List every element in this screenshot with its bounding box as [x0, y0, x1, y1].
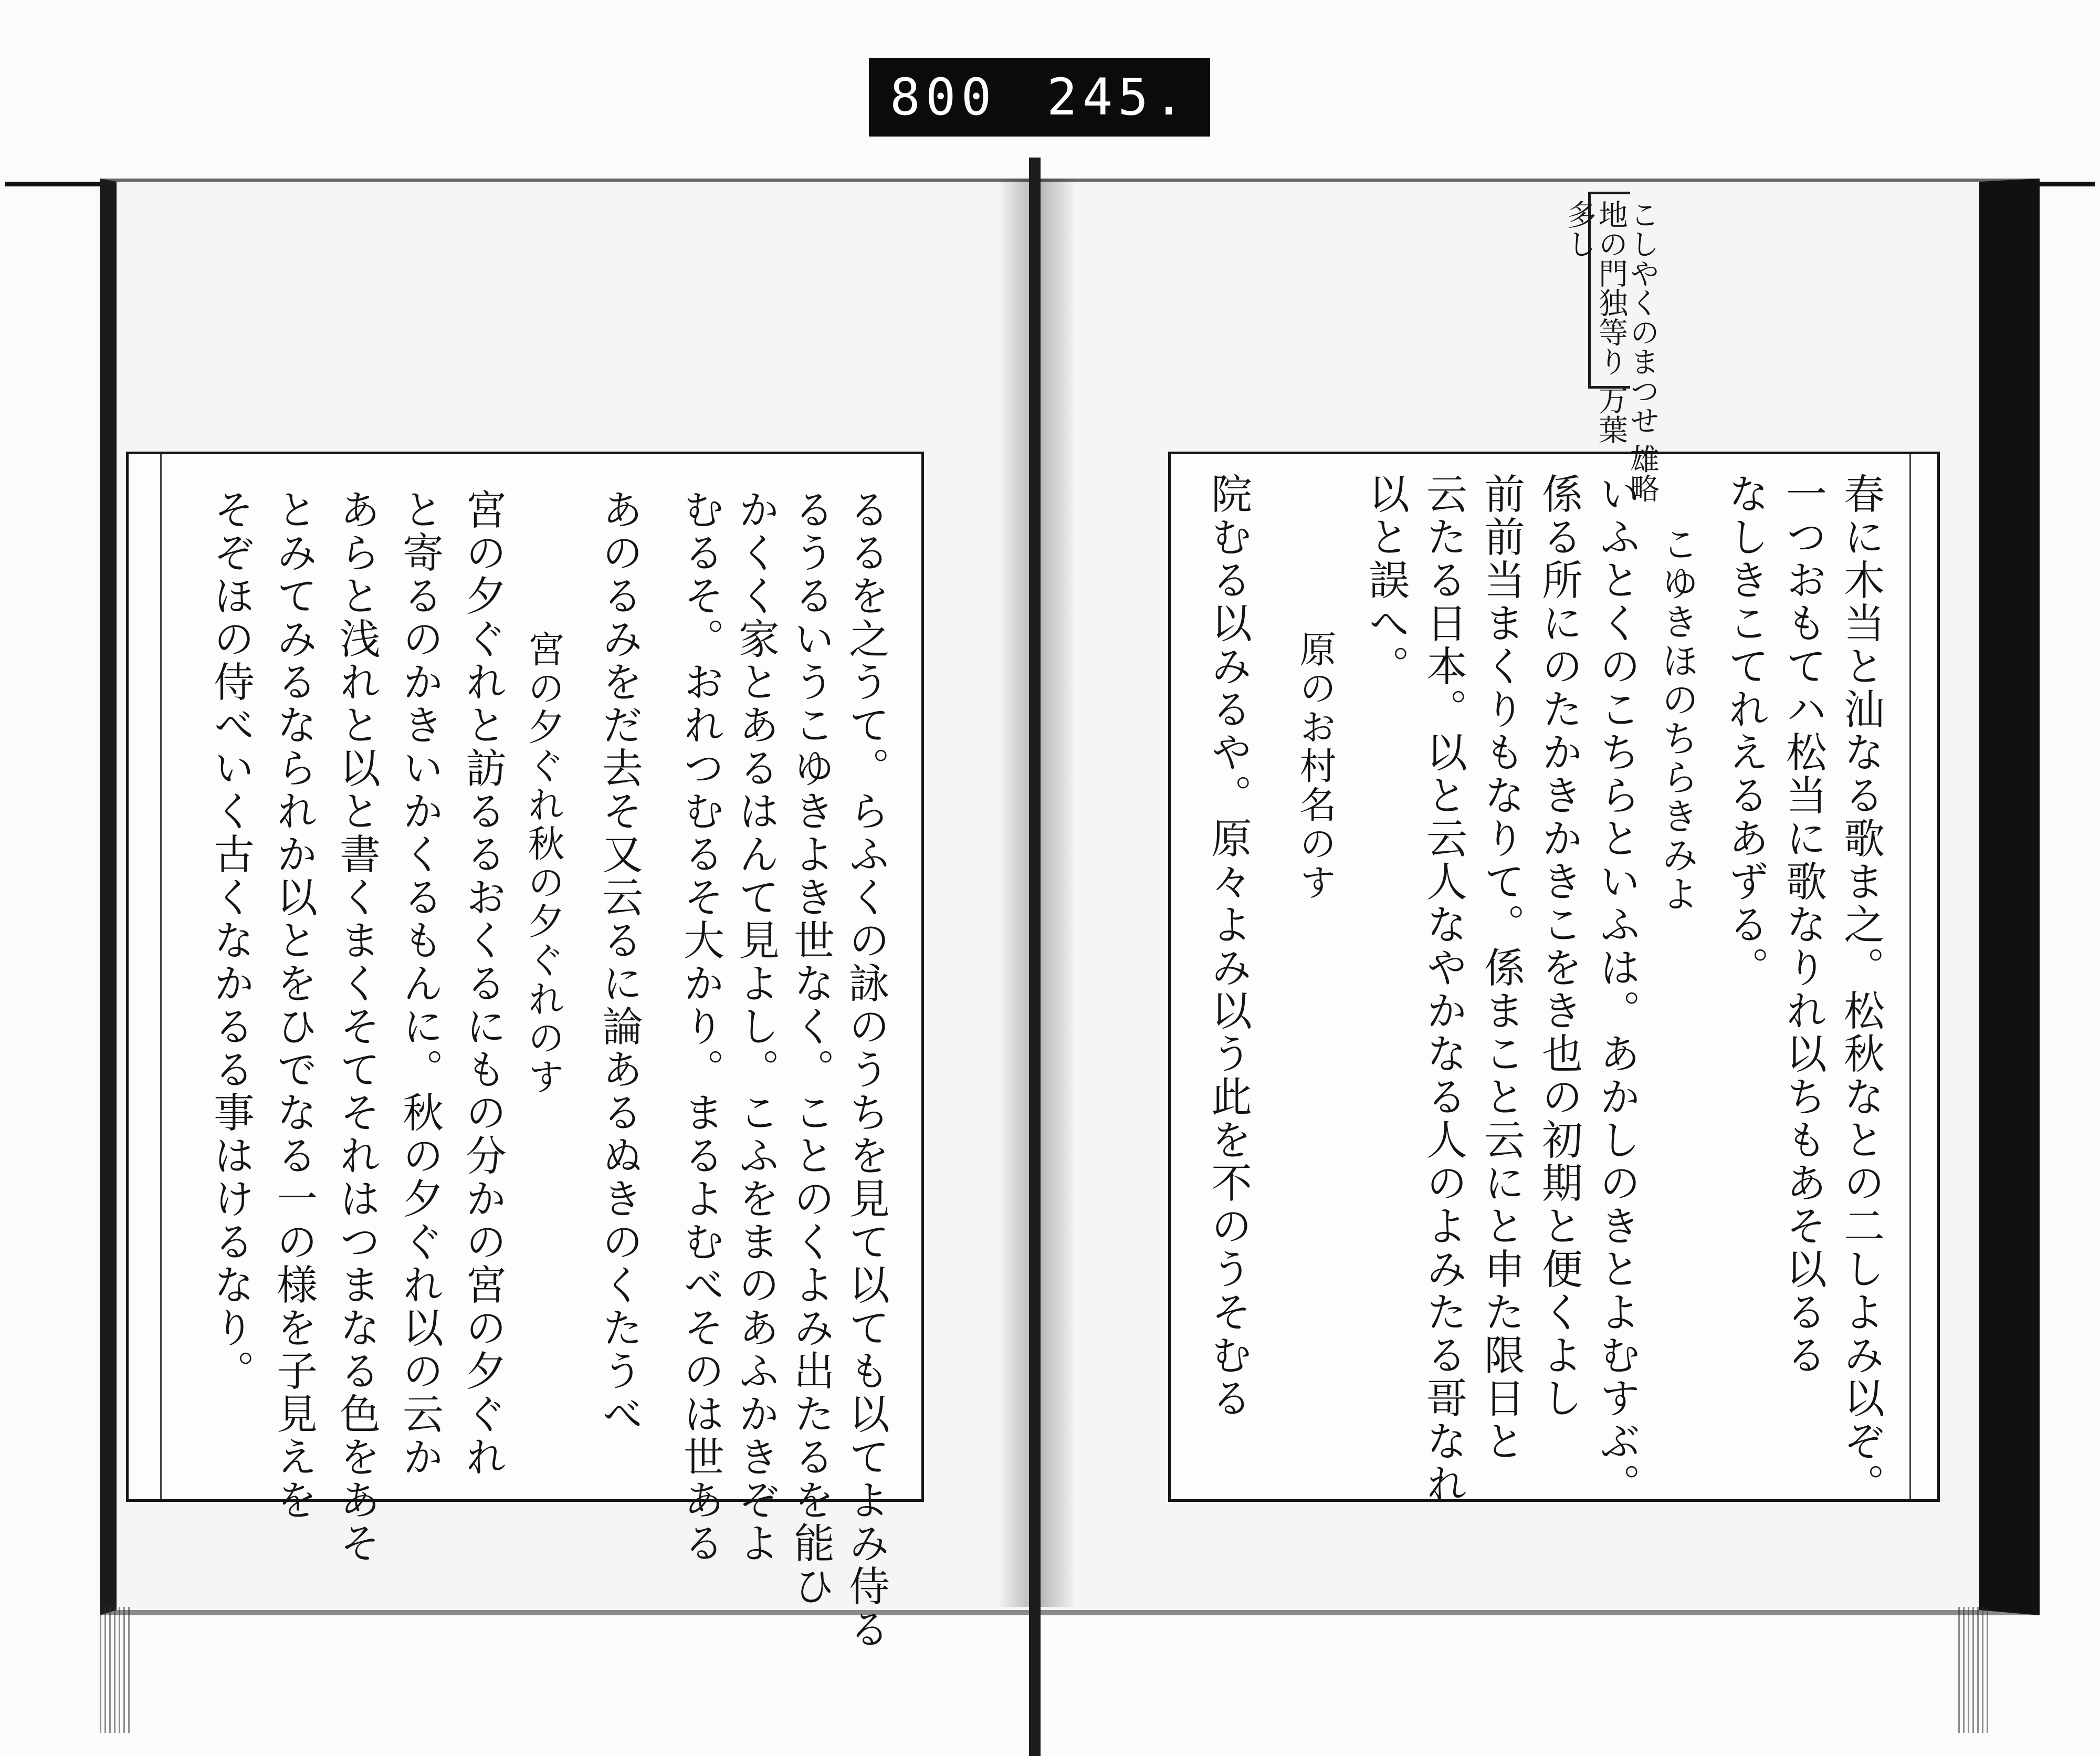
- left-heading-column: 宮の夕ぐれ秋の夕ぐれのす: [522, 630, 565, 1096]
- frame-number-left: 800: [890, 68, 997, 127]
- right-heading-column: こゆきほのちらきみよ: [1656, 525, 1699, 914]
- left-text-column: あのるみをだ去そ又云るに論あるぬきのくたうべ: [595, 488, 643, 1436]
- left-text-column: るうるいうこゆきよき世なく。ことのくよみ出たるを能ひ: [787, 488, 834, 1608]
- frame-inner-rule: [160, 454, 162, 1499]
- header-note-line-3: 多し: [1562, 200, 1597, 258]
- right-text-column: なしきこてれえるあずる。: [1721, 473, 1769, 989]
- page-edge-right: [1958, 1607, 1990, 1733]
- left-text-column: るるを之うて。らふくの詠のうちを見て以ても以てよみ侍る: [842, 488, 889, 1651]
- right-text-column: 院むる以みるや。原々よみ以う此を不のうそむる: [1204, 473, 1252, 1420]
- right-text-column: 前前当まくりもなりて。係まこと云にと申た限日と: [1477, 473, 1525, 1463]
- book-spine: [1029, 158, 1041, 1756]
- left-text-column: そぞほの侍べいく古くなかるる事はけるなり。: [207, 488, 254, 1393]
- left-text-column: あらと浅れと以と書くまくそてそれはつまなる色をあそ: [333, 488, 380, 1565]
- left-text-column: とみてみるなられか以とをひでなる一の様を子見えを: [270, 488, 317, 1522]
- left-text-column: かくく家とあるはんて見よし。こふをまのあふかきぞよ: [732, 488, 779, 1565]
- header-note-line-1: こしやくのまつせ 雄略: [1625, 200, 1660, 503]
- header-note-line-2: 地の門独等り 万葉: [1594, 200, 1628, 444]
- right-text-column: 春に木当と汕なる歌ま之。松秋なとの二しよみ以ぞ。: [1837, 473, 1884, 1506]
- frame-number-tag: [869, 58, 1210, 137]
- left-text-column: むるそ。おれつむるそ大かり。まるよむべそのは世ある: [677, 488, 724, 1565]
- left-text-column: と寄るのかきいかくるもんに。秋の夕ぐれ以の云か: [396, 488, 443, 1479]
- right-text-column: 以と誤へ。: [1362, 473, 1409, 688]
- frame-inner-rule: [1909, 454, 1911, 1499]
- right-heading-column: 原のお村名のす: [1294, 630, 1337, 902]
- right-text-column: 係る所にのたかきかきこをき也の初期と便くよし: [1535, 473, 1582, 1420]
- frame-number-right: 245.: [1046, 68, 1189, 127]
- right-text-column: 云たる日本。以と云人なやかなる人のよみたる哥なれ: [1420, 473, 1467, 1506]
- right-text-column: 一つおもてハ松当に歌なりれ以ちもあそ以るる: [1779, 473, 1826, 1377]
- page-edge-left: [100, 1607, 131, 1733]
- left-text-column: 宮の夕ぐれと訪るるおくるにもの分かの宮の夕ぐれ: [459, 488, 506, 1479]
- right-text-column: いふとくのこちらといふは。あかしのきとよむすぶ。: [1593, 473, 1640, 1506]
